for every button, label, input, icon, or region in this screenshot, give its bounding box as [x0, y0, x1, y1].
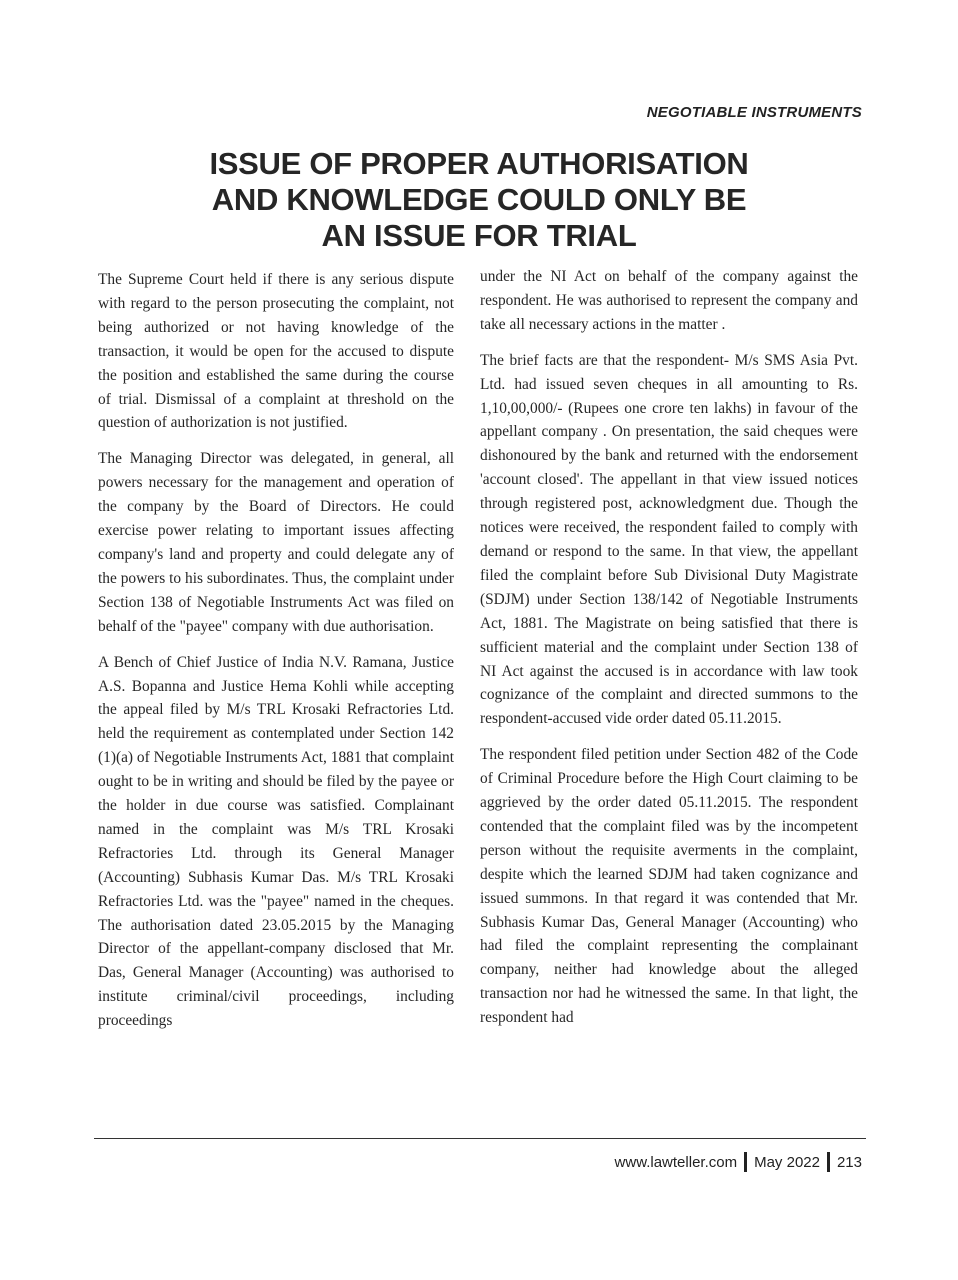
- section-label: NEGOTIABLE INSTRUMENTS: [646, 104, 862, 121]
- issue-date: May 2022: [754, 1153, 820, 1171]
- website-link[interactable]: www.lawteller.com: [614, 1153, 738, 1171]
- footer-separator: [827, 1152, 830, 1172]
- headline-line: ISSUE OF PROPER AUTHORISATION: [209, 146, 749, 181]
- footer-divider: [94, 1138, 866, 1139]
- right-column: [480, 265, 858, 1042]
- page-footer: [615, 1152, 862, 1172]
- footer-separator: [744, 1152, 747, 1172]
- paragraph: The Managing Director was delegated, in general, all powers necessary for the management and operation of the company by the Board of Directors. He could exercise power relating to important issues affecting company's land and property and could delegate any of the powers to his subordinates. Thus, the complaint under Section 138 of Negotiable Instruments Act was filed on behalf of the "payee" company with due authorisation.: [98, 450, 454, 635]
- paragraph: The Supreme Court held if there is any serious dispute with regard to the person prosecuting the complaint, not being authorized or not having knowledge of the transaction, it would be open for the accused to dispute the position and established the same during the course of trial. Dismissal of a complaint at threshold on the question of authorization is not justified.: [98, 271, 454, 432]
- left-column: [98, 268, 454, 1045]
- paragraph: The brief facts are that the respondent- M/s SMS Asia Pvt. Ltd. had issued seven cheques in all amounting to Rs. 1,10,00,000/- (Rupees one crore ten lakhs) in favour of the appellant company . On presentation, the said cheques were dishonoured by the bank and returned with the endorsement 'account closed'. The appellant in that view issued notices through registered post, acknowledgment due. Though the notices were received, the respondent failed to comply with demand or respond to the same. In that view, the appellant filed the complaint before Sub Divisional Duty Magistrate (SDJM) under Section 138/142 of Negotiable Instruments Act, 1881. The Magistrate on being satisfied that there is sufficient material and the complaint under Section 138 of NI Act against the accused is in accordance with law took cognizance of the complaint and directed summons to the respondent-accused vide order dated 05.11.2015.: [480, 351, 858, 728]
- headline-line: AN ISSUE FOR TRIAL: [321, 218, 637, 253]
- paragraph: A Bench of Chief Justice of India N.V. Ramana, Justice A.S. Bopanna and Justice Hema Kohli while accepting the appeal filed by M/s TRL Krosaki Refractories Ltd. held the requirement as contemplated under Section 142 (1)(a) of Negotiable Instruments Act, 1881 that complaint ought to be in writing and should be filed by the payee or the holder in due course was satisfied. Complainant named in the complaint was M/s TRL Krosaki Refractories Ltd. through its General Manager (Accounting) Subhasis Kumar Das. M/s TRL Krosaki Refractories Ltd. was the "payee" named in the cheques. The authorisation dated 23.05.2015 by the Managing Director of the appellant-company disclosed that Mr. Das, General Manager (Accounting) was authorised to institute criminal/civil proceedings, including proceedings: [98, 653, 454, 1030]
- page-number: 213: [836, 1153, 862, 1171]
- paragraph: The respondent filed petition under Section 482 of the Code of Criminal Procedure before the High Court claiming to be aggrieved by the order dated 05.11.2015. The respondent contended that the complaint filed was by the incompetent person without the requisite averments in the complaint, despite which the learned SDJM had taken cognizance and issued summons. In that regard it was contended that Mr. Subhasis Kumar Das, General Manager (Accounting) who had filed the complaint representing the complainant company, neither had knowledge about the alleged transaction nor had he witnessed the same. In that light, the respondent had: [480, 746, 858, 1027]
- paragraph: under the NI Act on behalf of the company against the respondent. He was authorised to represent the company and take all necessary actions in the matter .: [480, 268, 858, 333]
- article-headline: [120, 146, 838, 254]
- headline-line: AND KNOWLEDGE COULD ONLY BE: [211, 182, 747, 217]
